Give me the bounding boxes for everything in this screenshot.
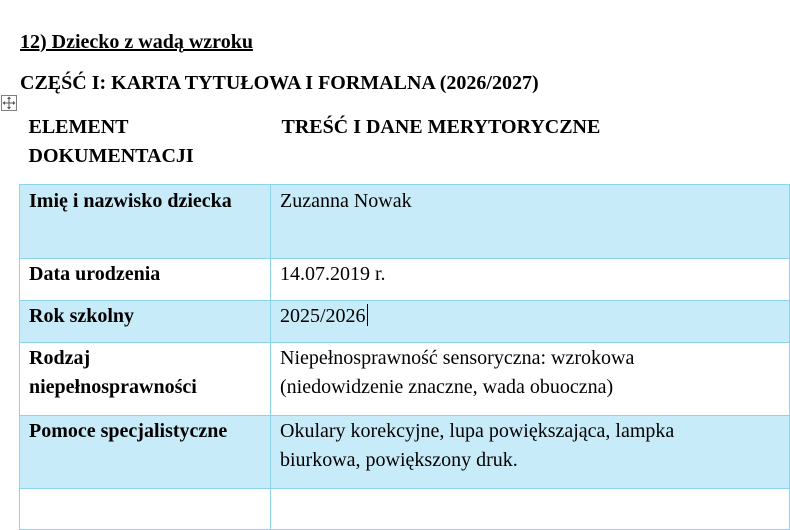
row-value-data-urodzenia[interactable]: 14.07.2019 r.	[271, 259, 790, 301]
row-value-pomoce-line2: biurkowa, powiększony druk.	[280, 449, 518, 471]
table-row	[20, 489, 790, 530]
table-row	[20, 185, 790, 259]
row-label-next	[20, 489, 271, 530]
row-label-rodzaj: Rodzaj niepełnosprawności	[20, 343, 271, 416]
row-value-pomoce[interactable]	[271, 416, 790, 489]
table-row	[20, 301, 790, 343]
header-element-dokumentacji: ELEMENT DOKUMENTACJI	[20, 113, 271, 185]
documentation-table	[19, 113, 790, 530]
table-header-row	[20, 113, 790, 185]
row-value-next[interactable]	[271, 489, 790, 530]
row-value-imie[interactable]: Zuzanna Nowak	[271, 185, 790, 259]
section-heading: 12) Dziecko z wadą wzroku	[20, 31, 253, 53]
table-row	[20, 416, 790, 489]
row-value-pomoce-line1: Okulary korekcyjne, lupa powiększająca, lampka	[280, 420, 675, 442]
move-arrows-icon[interactable]	[1, 95, 17, 111]
row-value-rok-szkolny-cell[interactable]	[271, 301, 790, 343]
table-row	[20, 343, 790, 416]
row-label-rok-szkolny: Rok szkolny	[20, 301, 271, 343]
text-cursor	[367, 304, 368, 326]
header-tresc-i-dane: TREŚĆ I DANE MERYTORYCZNE	[271, 113, 790, 185]
table-row	[20, 259, 790, 301]
row-value-rok-szkolny: 2025/2026	[280, 305, 366, 327]
row-value-rodzaj-line1: Niepełnosprawność sensoryczna: wzrokowa	[280, 347, 635, 369]
row-label-pomoce: Pomoce specjalistyczne	[20, 416, 271, 489]
row-label-imie: Imię i nazwisko dziecka	[20, 185, 271, 259]
part-heading: CZĘŚĆ I: KARTA TYTUŁOWA I FORMALNA (2026/2027)	[20, 72, 539, 94]
row-value-rodzaj[interactable]	[271, 343, 790, 416]
row-label-data-urodzenia: Data urodzenia	[20, 259, 271, 301]
row-value-rodzaj-line2: (niedowidzenie znaczne, wada obuoczna)	[280, 376, 614, 398]
